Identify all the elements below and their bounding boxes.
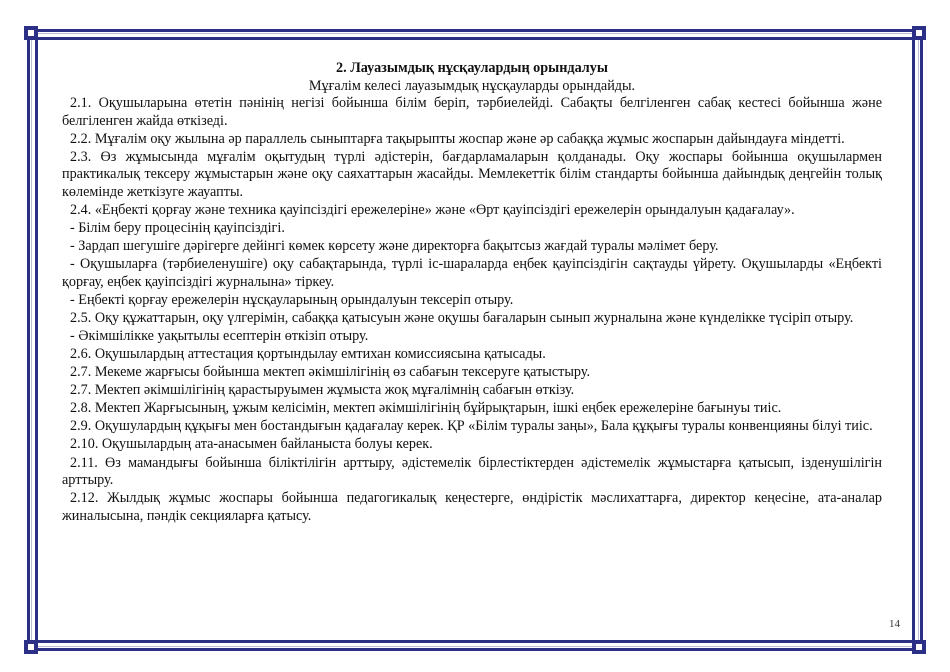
paragraph: - Еңбекті қорғау ережелерін нұсқауларының орындалуын тексеріп отыру. bbox=[70, 291, 514, 308]
section-title: 2. Лауазымдық нұсқаулардың орындалуы bbox=[336, 60, 608, 76]
paragraph: 2.7. Мектеп әкімшілігінің қарастыруымен жұмыста жоқ мұғалімнің сабағын өткізу. bbox=[70, 382, 575, 399]
corner-ornament-top-right bbox=[912, 26, 926, 40]
corner-ornament-bottom-left bbox=[24, 640, 38, 654]
paragraph: - Білім беру процесінің қауіпсіздігі. bbox=[70, 219, 285, 236]
page-number: 14 bbox=[889, 618, 900, 630]
document-body bbox=[62, 60, 882, 526]
paragraph: 2.12. Жылдық жұмыс жоспары бойынша педагогикалық кеңестерге, өндірістік мәслихаттарға, директор кеңесіне, ата-аналар жиналысына, пәндік секцияларға қатысу. bbox=[62, 490, 882, 524]
paragraph: 2.3. Өз жұмысында мұғалім оқытудың түрлі әдістерін, бағдарламаларын қолданады. Оқу жоспары бойынша оқушылармен практикалық тексеру жұмыстарын және оқу саяхаттарын жасайды. Мемлекеттік білім стандарты бойынша дайындық деңгейін толық көлемінде жеткізуге жауапты. bbox=[62, 148, 882, 200]
paragraph: - Әкімшілікке уақытылы есептерін өткізіп отыру. bbox=[70, 327, 369, 344]
section-subtitle: Мұғалім келесі лауазымдық нұсқауларды орындайды. bbox=[308, 77, 636, 94]
paragraph: - Зардап шегушіге дәрігерге дейінгі көмек көрсету және директорға бақытсыз жағдай туралы мәлімет беру. bbox=[70, 237, 719, 254]
corner-ornament-top-left bbox=[24, 26, 38, 40]
paragraph: 2.5. Оқу құжаттарын, оқу үлгерімін, сабаққа қатысуын және оқушы бағаларын сынып журналына және күнделікке түсіріп отыру. bbox=[70, 309, 854, 326]
paragraph: - Оқушыларға (тәрбиеленушіге) оқу сабақтарында, түрлі іс-шараларда еңбек қауіпсіздігін сақтауды үйрету. Оқушыларды «Еңбекті қорғау, еңбек қауіпсіздігі журналына» тіркеу. bbox=[62, 256, 882, 290]
paragraph: 2.8. Мектеп Жарғысының, ұжым келісімін, мектеп әкімшілігінің бұйрықтарын, ішкі еңбек ережелеріне бағынуы тиіс. bbox=[70, 400, 782, 417]
paragraph: 2.1. Оқушыларына өтетін пәнінің негізі бойынша білім беріп, тәрбиелейді. Сабақты белгіленген сабақ кестесі бойынша және белгіленген жайда өткізеді. bbox=[62, 95, 882, 129]
paragraph: 2.11. Өз мамандығы бойынша біліктілігін арттыру, әдістемелік бірлестіктерден әдістемелік жұмыстарға қатысып, ізденушілігін арттыру. bbox=[62, 454, 882, 488]
paragraph: 2.10. Оқушылардың ата-анасымен байланыста болуы керек. bbox=[70, 436, 433, 453]
paragraph: 2.9. Оқушулардың құқығы мен бостандығын қадағалау керек. ҚР «Білім туралы заңы», Бала құқығы туралы конвенцияны білуі тиіс. bbox=[70, 418, 873, 435]
paragraph: 2.7. Мекеме жарғысы бойынша мектеп әкімшілігінің өз сабағын тексеруге қатыстыру. bbox=[70, 364, 590, 381]
paragraph: 2.2. Мұғалім оқу жылына әр параллель сыныптарға тақырыпты жоспар және әр сабаққа жұмыс жоспарын дайындауға міндетті. bbox=[70, 130, 845, 147]
corner-ornament-bottom-right bbox=[912, 640, 926, 654]
paragraph: 2.4. «Еңбекті қорғау және техника қауіпсіздігі ережелеріне» және «Өрт қауіпсіздігі ережелерін орындалуын қадағалау». bbox=[70, 201, 795, 218]
paragraph: 2.6. Оқушылардың аттестация қортындылау емтихан комиссиясына қатысады. bbox=[70, 345, 546, 362]
